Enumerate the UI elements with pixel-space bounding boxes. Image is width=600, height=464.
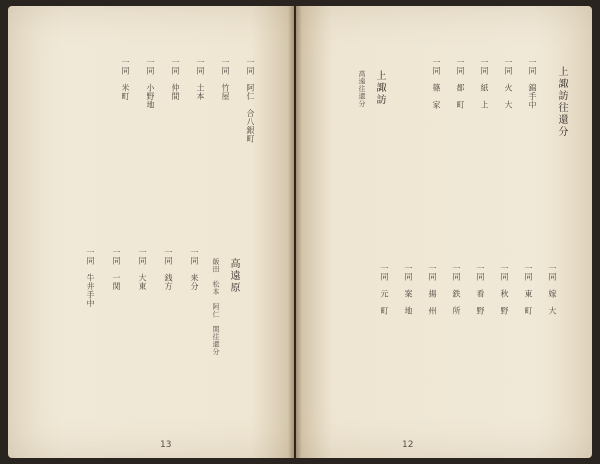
right-lower-entry-3: 一同 秋 野: [500, 264, 509, 315]
left-lower-heading-note: 飯田 松本 阿仁 関往還分: [212, 258, 220, 356]
right-upper-entry-2: 一同 火 大: [504, 58, 513, 109]
left-lower-entry-5: 一同 牛井手中: [86, 248, 95, 316]
right-lower-entry-6: 一同 揚 州: [428, 264, 437, 315]
left-lower-entry-3: 一同 大東: [138, 248, 147, 299]
right-page-number: 12: [402, 440, 414, 450]
left-upper-entry-2: 一同 竹屋: [221, 58, 230, 109]
right-upper-entry-1: 一同 錦手中: [528, 58, 537, 109]
book-gutter: [288, 6, 302, 458]
right-upper-entry-4: 一同 都 町: [456, 58, 465, 109]
right-upper-entry-5: 一同 篠 家: [432, 58, 441, 109]
right-lower-entry-8: 一同 元 町: [380, 264, 389, 315]
left-upper-entry-3: 一同 土本: [196, 58, 205, 109]
right-lower-entry-4: 一同 看 野: [476, 264, 485, 315]
right-upper-heading: 上諏訪: [374, 70, 385, 106]
right-page: [296, 6, 592, 458]
right-lower-entry-2: 一同 東 町: [524, 264, 533, 315]
left-lower-entry-4: 一同 一関: [112, 248, 121, 299]
left-lower-heading: 高遠原: [228, 258, 239, 294]
left-lower-entry-1: 一同 来分: [190, 248, 199, 299]
left-upper-entry-4: 一同 仲間: [171, 58, 180, 109]
left-upper-entry-6: 一同 米町: [121, 58, 130, 109]
left-lower-entry-2: 一同 銭方: [164, 248, 173, 299]
right-upper-entry-3: 一同 紙 上: [480, 58, 489, 109]
left-page-number: 13: [160, 440, 172, 450]
left-upper-entry-1: 一同 阿仁 合八銀町: [246, 58, 255, 152]
right-lower-entry-7: 一同 案 地: [404, 264, 413, 315]
right-lower-entry-5: 一同 鉄 所: [452, 264, 461, 315]
right-upper-heading-note: 高遠往還分: [358, 70, 366, 108]
right-lower-entry-1: 一同 嫁 大: [548, 264, 557, 315]
left-upper-entry-5: 一同 小野地: [146, 58, 155, 118]
right-page-title: 上諏訪往還分: [556, 66, 567, 138]
